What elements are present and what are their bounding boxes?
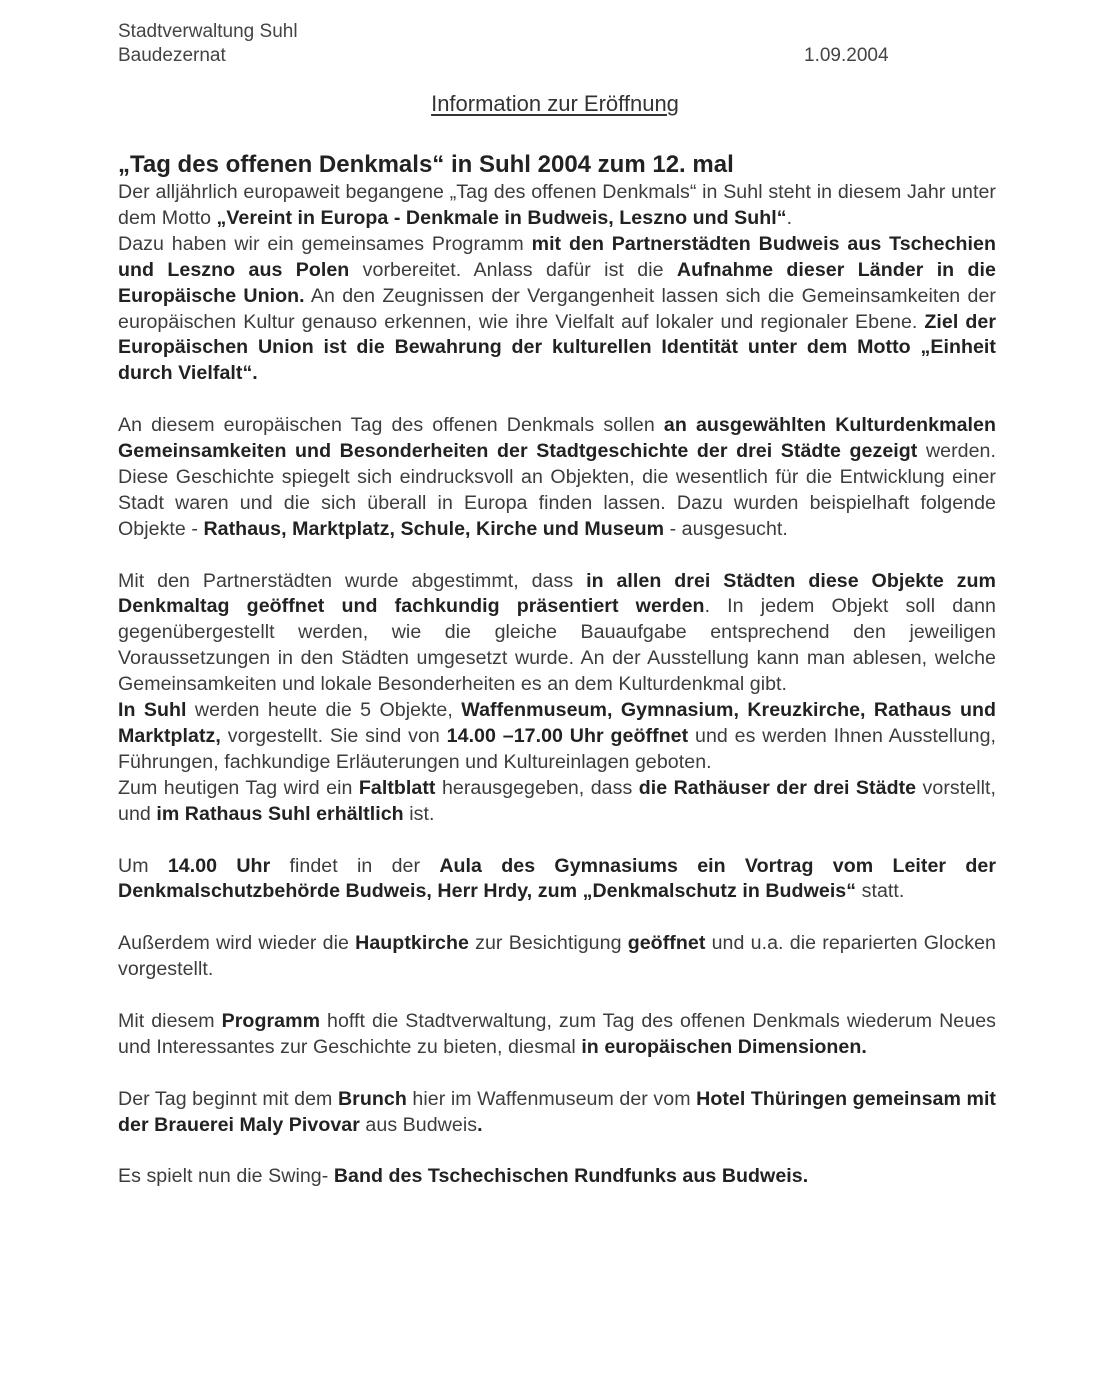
text-run: Dazu haben wir ein gemeinsames Programm: [118, 232, 532, 255]
paragraph: [118, 232, 996, 387]
bold-text: Hauptkirche: [355, 932, 469, 955]
paragraph-gap: [118, 1138, 996, 1164]
bold-text: Aufnahme dieser Länder in die Europäische Union.: [118, 258, 996, 307]
text-run: hier im Waffenmuseum der vom: [406, 1087, 697, 1110]
paragraph: [118, 1009, 996, 1061]
paragraph: [118, 931, 996, 983]
sender-block: [118, 20, 298, 68]
text-run: Außerdem wird wieder die: [118, 932, 356, 955]
paragraph: [118, 180, 996, 232]
bold-text: „Vereint in Europa - Denkmale in Budweis, Leszno und Suhl“: [216, 206, 787, 229]
bold-text: Rathaus, Marktplatz, Schule, Kirche und Museum: [203, 517, 665, 540]
headline: „Tag des offenen Denkmals“ in Suhl 2004 zum 12. mal: [118, 151, 734, 178]
text-run: werden. Diese Geschichte spiegelt sich eindrucksvoll an Objekten, die wesentlich für die Entwicklung einer Stadt waren und die sich überall in Europa finden lassen. Dazu wurden beispielhaft folgende Objekte -: [118, 440, 996, 540]
bold-text: Waffenmuseum, Gymnasium, Kreuzkirche, Rathaus und Marktplatz,: [118, 699, 997, 747]
paragraph: [118, 698, 996, 776]
sender-organization: Stadtverwaltung Suhl: [118, 21, 298, 42]
text-run: - ausgesucht.: [664, 517, 788, 540]
bold-text: geöffnet: [627, 932, 706, 955]
text-run: Mit diesem: [118, 1009, 222, 1032]
paragraph-gap: [118, 983, 996, 1009]
bold-text: 14.00 –17.00 Uhr geöffnet: [446, 725, 689, 747]
document-title-row: [0, 90, 1110, 118]
bold-text: mit den Partnerstädten Budweis aus Tschechien und Leszno aus Polen: [118, 232, 996, 281]
paragraph: [118, 569, 996, 699]
bold-text: die Rathäuser der drei Städte: [638, 776, 917, 799]
bold-text: Faltblatt: [358, 776, 436, 799]
text-run: aus Budweis: [359, 1113, 478, 1136]
text-run: Zum heutigen Tag wird ein: [118, 776, 359, 799]
text-run: An diesem europäischen Tag des offenen Denkmals sollen: [118, 414, 664, 437]
paragraph: [118, 776, 996, 828]
paragraph-gap: [118, 543, 996, 569]
paragraph-gap: [118, 905, 996, 931]
bold-text: Band des Tschechischen Rundfunks aus Budweis.: [333, 1165, 809, 1188]
text-run: hofft die Stadtverwaltung, zum Tag des offenen Denkmals wiederum Neues und Interessantes zur Geschichte zu bieten, diesmal: [118, 1009, 996, 1058]
text-run: Es spielt nun die Swing-: [118, 1165, 334, 1188]
paragraph-gap: [118, 828, 996, 854]
bold-text: 14.00 Uhr: [167, 854, 271, 877]
document-date: 1.09.2004: [804, 45, 889, 66]
text-run: und u.a. die reparierten Glocken vorgestellt.: [118, 932, 996, 981]
text-run: Mit den Partnerstädten wurde abgestimmt, dass: [118, 569, 587, 592]
text-run: ist.: [403, 802, 435, 825]
paragraph-gap: [118, 1061, 996, 1087]
text-run: . In jedem Objekt soll dann gegenübergestellt werden, wie die gleiche Bauaufgabe entsprechend den jeweiligen Voraussetzungen in den Städten umgesetzt wurde. An der Ausstellung kann man ablesen, welche Gemeinsamkeiten und lokale Besonderheiten es an dem Kulturdenkmal gibt.: [118, 595, 996, 696]
text-run: herausgegeben, dass: [435, 776, 639, 799]
bold-text: Hotel Thüringen gemeinsam mit der Brauerei Maly Pivovar: [118, 1087, 997, 1136]
paragraph-gap: [118, 387, 996, 413]
paragraph: [118, 854, 996, 906]
document-title: Information zur Eröffnung: [431, 91, 679, 116]
body-text: [118, 180, 996, 1190]
text-run: Der Tag beginnt mit dem: [118, 1087, 338, 1110]
paragraph: [118, 413, 996, 543]
text-run: Um: [118, 854, 168, 877]
text-run: vorgestellt. Sie sind von: [220, 725, 447, 747]
bold-text: in allen drei Städten diese Objekte zum Denkmaltag geöffnet und fachkundig präsentiert werden: [118, 569, 996, 618]
bold-text: im Rathaus Suhl erhältlich: [156, 802, 404, 825]
text-run: .: [786, 206, 793, 229]
text-run: werden heute die 5 Objekte,: [186, 699, 462, 722]
bold-text: In Suhl: [118, 699, 187, 722]
text-run: Der alljährlich europaweit begangene „Tag des offenen Denkmals“ in Suhl steht in diesem Jahr unter dem Motto: [118, 181, 996, 229]
bold-text: in europäischen Dimensionen.: [581, 1035, 867, 1058]
paragraph: [118, 1164, 996, 1190]
text-run: statt.: [856, 880, 905, 903]
text-run: und es werden Ihnen Ausstellung, Führungen, fachkundige Erläuterungen und Kultureinlagen geboten.: [118, 725, 997, 773]
text-run: An den Zeugnissen der Vergangenheit lassen sich die Gemeinsamkeiten der europäischen Kultur genauso erkennen, wie ihre Vielfalt auf lokaler und regionaler Ebene.: [118, 284, 996, 333]
bold-text: Brunch: [337, 1087, 407, 1110]
text-run: vorbereitet. Anlass dafür ist die: [349, 258, 677, 281]
bold-text: Ziel der Europäischen Union ist die Bewahrung der kulturellen Identität unter dem Motto „Einheit durch Vielfalt“.: [118, 310, 996, 385]
text-run: findet in der: [270, 854, 440, 877]
bold-text: .: [477, 1113, 483, 1136]
sender-department: Baudezernat: [118, 45, 226, 66]
bold-text: Aula des Gymnasiums ein Vortrag vom Leiter der Denkmalschutzbehörde Budweis, Herr Hrdy, zum „Denkmalschutz in Budweis“: [118, 854, 996, 903]
bold-text: an ausgewählten Kulturdenkmalen Gemeinsamkeiten und Besonderheiten der Stadtgeschichte der drei Städte gezeigt: [118, 414, 996, 463]
paragraph: [118, 1087, 996, 1139]
text-run: vorstellt, und: [118, 776, 997, 825]
text-run: zur Besichtigung: [468, 932, 628, 955]
bold-text: Programm: [221, 1009, 321, 1032]
